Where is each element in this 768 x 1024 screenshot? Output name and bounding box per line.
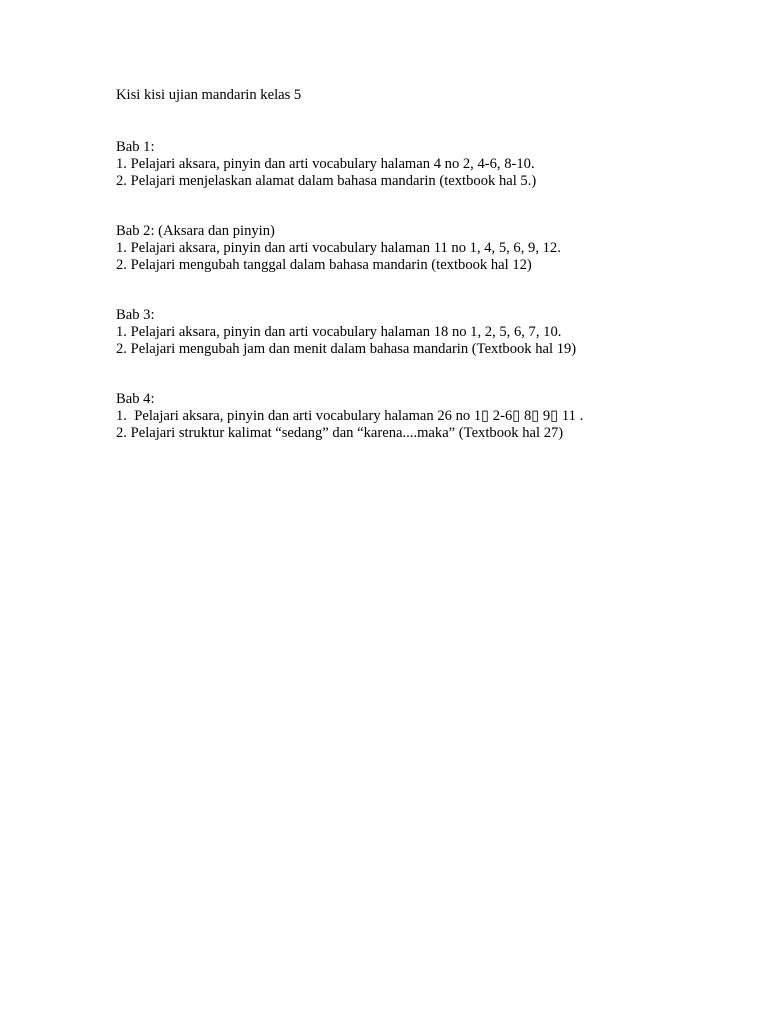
document-title: Kisi kisi ujian mandarin kelas 5 [116, 87, 302, 103]
section-heading: Bab 3: [116, 307, 155, 323]
section-heading: Bab 1: [116, 139, 155, 155]
list-item: 2. Pelajari menjelaskan alamat dalam bahasa mandarin (textbook hal 5.) [116, 173, 537, 189]
list-item: 2. Pelajari mengubah jam dan menit dalam bahasa mandarin (Textbook hal 19) [116, 341, 577, 357]
list-item: 1. Pelajari aksara, pinyin dan arti vocabulary halaman 4 no 2, 4-6, 8-10. [116, 156, 535, 172]
section-heading: Bab 2: (Aksara dan pinyin) [116, 223, 275, 239]
document-body [116, 87, 716, 442]
list-item: 2. Pelajari struktur kalimat “sedang” dan “karena....maka” (Textbook hal 27) [116, 425, 564, 441]
section-bab-2 [116, 223, 716, 274]
list-item: 2. Pelajari mengubah tanggal dalam bahasa mandarin (textbook hal 12) [116, 257, 532, 273]
section-heading: Bab 4: [116, 391, 155, 407]
section-bab-4 [116, 391, 716, 442]
list-item: 1. Pelajari aksara, pinyin dan arti vocabulary halaman 26 no 1▯ 2-6▯ 8▯ 9▯ 11 . [116, 408, 584, 424]
section-bab-1 [116, 139, 716, 190]
list-item: 1. Pelajari aksara, pinyin dan arti vocabulary halaman 11 no 1, 4, 5, 6, 9, 12. [116, 240, 561, 256]
section-bab-3 [116, 307, 716, 358]
list-item: 1. Pelajari aksara, pinyin dan arti vocabulary halaman 18 no 1, 2, 5, 6, 7, 10. [116, 324, 562, 340]
